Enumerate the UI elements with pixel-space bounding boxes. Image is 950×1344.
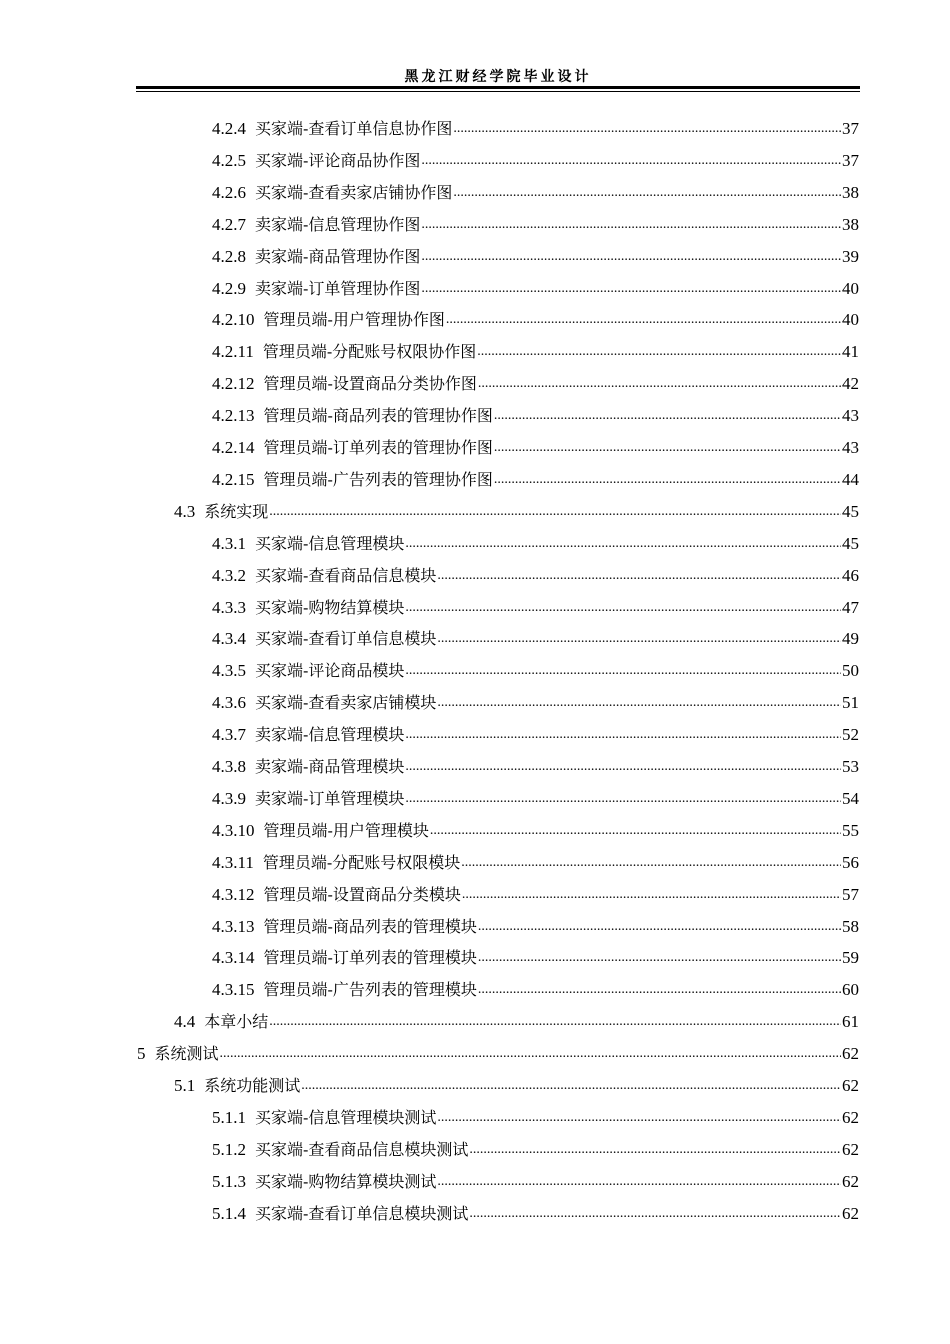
toc-entry-page-number: 44 (842, 469, 859, 489)
toc-entry[interactable] (212, 753, 859, 777)
toc-entry-dot-leader (437, 629, 841, 649)
toc-entry[interactable] (212, 562, 859, 586)
toc-entry-page-number: 38 (842, 214, 859, 234)
toc-entry-page-number: 43 (842, 406, 859, 426)
toc-entry-title: 管理员端-分配账号权限协作图 (262, 342, 477, 362)
toc-entry-title: 管理员端-设置商品分类协作图 (263, 374, 477, 394)
page-header-title: 黑龙江财经学院毕业设计 (404, 69, 592, 85)
toc-entry-number: 5.1.3 (212, 1171, 246, 1191)
toc-entry-dot-leader (453, 119, 841, 139)
toc-entry[interactable] (212, 338, 859, 362)
toc-entry-dot-leader (220, 1044, 841, 1064)
toc-entry-dot-leader (478, 917, 841, 937)
toc-entry[interactable] (212, 913, 859, 937)
toc-entry-number: 4.2.4 (212, 119, 246, 138)
toc-entry-dot-leader (421, 247, 841, 267)
toc-entry-title: 买家端-信息管理模块 (255, 533, 405, 553)
toc-entry-title: 买家端-查看订单信息协作图 (255, 119, 453, 138)
toc-entry-dot-leader (269, 1012, 841, 1032)
toc-entry-number: 4.2.15 (212, 469, 255, 489)
toc-entry-title: 买家端-查看卖家店铺模块 (255, 693, 437, 713)
toc-entry-page-number: 39 (842, 246, 859, 266)
toc-entry[interactable] (174, 1072, 859, 1096)
toc-entry[interactable] (212, 211, 859, 235)
toc-entry-number: 5 (137, 1044, 146, 1064)
toc-entry-dot-leader (469, 1140, 841, 1160)
toc-entry[interactable] (212, 944, 859, 968)
toc-entry-title: 管理员端-订单列表的管理协作图 (263, 438, 493, 457)
toc-entry-number: 5.1.2 (212, 1139, 246, 1159)
toc-entry-dot-leader (437, 1108, 841, 1128)
toc-entry-number: 4.3.13 (212, 916, 255, 936)
toc-entry-title: 卖家端-信息管理协作图 (255, 214, 421, 234)
toc-entry-number: 4.2.8 (212, 246, 246, 266)
toc-entry-page-number: 37 (842, 150, 859, 170)
toc-entry-dot-leader (405, 789, 841, 809)
toc-entry[interactable] (212, 689, 859, 713)
toc-entry[interactable] (212, 466, 859, 490)
toc-entry[interactable] (212, 625, 859, 649)
toc-entry-page-number: 45 (842, 501, 859, 521)
toc-entry-dot-leader (478, 948, 841, 968)
toc-entry[interactable] (212, 530, 859, 554)
toc-entry-title: 买家端-信息管理模块测试 (255, 1107, 437, 1127)
toc-entry-number: 5.1.1 (212, 1107, 246, 1127)
toc-entry[interactable] (212, 785, 859, 809)
toc-entry[interactable] (212, 147, 859, 171)
toc-entry-dot-leader (437, 693, 841, 713)
toc-entry-title: 买家端-查看订单信息模块 (255, 629, 437, 649)
toc-entry-number: 4.2.13 (212, 406, 255, 426)
toc-entry[interactable] (212, 1104, 859, 1128)
toc-entry-title: 买家端-评论商品模块 (255, 661, 405, 681)
toc-entry-page-number: 53 (842, 757, 859, 776)
toc-entry-page-number: 50 (842, 661, 859, 681)
toc-entry-dot-leader (453, 183, 841, 203)
toc-entry-number: 4.3.2 (212, 565, 246, 585)
toc-entry-page-number: 51 (842, 693, 859, 713)
toc-entry-title: 管理员端-商品列表的管理模块 (263, 916, 477, 936)
toc-entry-dot-leader (437, 1172, 841, 1192)
header-rule-thin (136, 91, 860, 92)
toc-entry-number: 4.2.12 (212, 374, 255, 394)
toc-entry[interactable] (212, 721, 859, 745)
toc-entry-page-number: 52 (842, 725, 859, 745)
toc-entry[interactable] (212, 976, 859, 1000)
toc-entry[interactable] (212, 1200, 859, 1224)
toc-entry-number: 4.3.5 (212, 661, 246, 681)
toc-entry-title: 系统实现 (204, 501, 269, 521)
toc-entry-number: 4.3.4 (212, 629, 246, 649)
toc-entry-number: 5.1 (174, 1076, 196, 1095)
toc-entry-title: 本章小结 (204, 1012, 269, 1032)
toc-entry-page-number: 62 (842, 1076, 859, 1095)
toc-entry-page-number: 58 (842, 916, 859, 936)
toc-entry-number: 4.2.10 (212, 310, 255, 330)
toc-entry-page-number: 40 (842, 278, 859, 298)
toc-entry-title: 管理员端-设置商品分类模块 (263, 884, 461, 904)
toc-entry-number: 4.3 (174, 501, 196, 521)
toc-entry-dot-leader (405, 598, 841, 618)
toc-entry-page-number: 61 (842, 1012, 859, 1032)
toc-entry-title: 管理员端-广告列表的管理模块 (263, 980, 477, 1000)
toc-entry-page-number: 57 (842, 884, 859, 904)
toc-entry-page-number: 55 (842, 820, 859, 840)
toc-entry-number: 4.3.10 (212, 820, 255, 840)
toc-entry[interactable] (174, 1008, 859, 1032)
toc-entry-title: 系统功能测试 (204, 1076, 301, 1095)
toc-entry-dot-leader (405, 661, 841, 681)
toc-entry-title: 买家端-购物结算模块 (255, 597, 405, 617)
toc-entry-page-number: 37 (842, 119, 859, 138)
toc-entry-dot-leader (478, 374, 841, 394)
toc-entry-dot-leader (269, 502, 841, 522)
toc-entry-dot-leader (462, 885, 841, 905)
toc-entry-page-number: 38 (842, 182, 859, 202)
toc-entry-title: 卖家端-商品管理协作图 (255, 246, 421, 266)
toc-entry-page-number: 45 (842, 533, 859, 553)
toc-entry-title: 卖家端-信息管理模块 (255, 725, 405, 745)
toc-entry-dot-leader (405, 534, 841, 554)
toc-entry-title: 买家端-查看订单信息模块测试 (255, 1203, 469, 1223)
toc-entry-page-number: 62 (842, 1107, 859, 1127)
toc-entry-dot-leader (430, 821, 841, 841)
toc-entry[interactable] (212, 817, 859, 841)
toc-entry-number: 4.2.9 (212, 278, 246, 298)
toc-entry-dot-leader (437, 566, 841, 586)
toc-entry-title: 卖家端-商品管理模块 (255, 757, 405, 776)
toc-entry-page-number: 56 (842, 852, 859, 872)
toc-entry[interactable] (137, 1040, 859, 1064)
toc-entry-dot-leader (477, 342, 841, 362)
toc-entry-number: 4.3.9 (212, 788, 246, 808)
toc-entry-dot-leader (301, 1076, 841, 1096)
toc-entry-title: 管理员端-用户管理模块 (263, 820, 429, 840)
toc-entry[interactable] (212, 402, 859, 426)
toc-entry-number: 4.2.6 (212, 182, 246, 202)
toc-entry-number: 4.3.12 (212, 884, 255, 904)
toc-entry[interactable] (212, 1136, 859, 1160)
toc-entry[interactable] (212, 306, 859, 330)
toc-entry-number: 4.4 (174, 1012, 196, 1032)
header-rule-thick (136, 86, 860, 89)
toc-entry-page-number: 46 (842, 565, 859, 585)
toc-entry-number: 4.3.15 (212, 980, 255, 1000)
toc-entry[interactable] (212, 179, 859, 203)
toc-entry-page-number: 62 (842, 1171, 859, 1191)
toc-entry-page-number: 59 (842, 948, 859, 968)
toc-entry-number: 4.2.11 (212, 342, 254, 362)
toc-entry-page-number: 42 (842, 374, 859, 394)
toc-entry-title: 卖家端-订单管理模块 (255, 788, 405, 808)
toc-entry-dot-leader (469, 1204, 841, 1224)
toc-entry-page-number: 60 (842, 980, 859, 1000)
toc-entry-number: 4.2.7 (212, 214, 246, 234)
toc-entry[interactable] (212, 881, 859, 905)
toc-entry-number: 4.3.1 (212, 533, 246, 553)
toc-entry-title: 管理员端-用户管理协作图 (263, 310, 445, 330)
toc-entry[interactable] (212, 657, 859, 681)
toc-entry-number: 4.3.6 (212, 693, 246, 713)
toc-entry-dot-leader (421, 279, 841, 299)
toc-entry-dot-leader (478, 980, 841, 1000)
toc-entry-dot-leader (494, 438, 841, 458)
toc-entry-number: 4.2.5 (212, 150, 246, 170)
toc-entry[interactable] (212, 849, 859, 873)
toc-entry[interactable] (212, 243, 859, 267)
toc-entry-number: 5.1.4 (212, 1203, 246, 1223)
toc-entry-title: 管理员端-商品列表的管理协作图 (263, 406, 493, 426)
toc-entry-dot-leader (494, 470, 841, 490)
toc-entry[interactable] (212, 275, 859, 299)
toc-entry-page-number: 62 (842, 1139, 859, 1159)
toc-entry-title: 系统测试 (154, 1044, 219, 1064)
toc-entry-title: 买家端-查看商品信息模块 (255, 565, 437, 585)
toc-entry-title: 买家端-评论商品协作图 (255, 150, 421, 170)
toc-entry-title: 买家端-查看商品信息模块测试 (255, 1139, 469, 1159)
toc-entry[interactable] (212, 115, 859, 139)
toc-entry-number: 4.3.8 (212, 757, 246, 776)
toc-entry-dot-leader (421, 151, 841, 171)
toc-entry[interactable] (212, 370, 859, 394)
toc-entry-number: 4.3.11 (212, 852, 254, 872)
toc-entry-page-number: 62 (842, 1044, 859, 1064)
toc-entry-page-number: 49 (842, 629, 859, 649)
toc-entry-page-number: 62 (842, 1203, 859, 1223)
toc-entry-number: 4.3.3 (212, 597, 246, 617)
toc-entry[interactable] (174, 498, 859, 522)
toc-entry-dot-leader (446, 310, 841, 330)
toc-entry-page-number: 47 (842, 597, 859, 617)
toc-entry-page-number: 54 (842, 788, 859, 808)
toc-entry-number: 4.3.7 (212, 725, 246, 745)
toc-entry-dot-leader (461, 853, 841, 873)
toc-entry-dot-leader (494, 406, 841, 426)
toc-entry-dot-leader (405, 725, 841, 745)
toc-entry-number: 4.3.14 (212, 948, 255, 968)
toc-entry-number: 4.2.14 (212, 438, 255, 457)
toc-entry-page-number: 40 (842, 310, 859, 330)
toc-entry-title: 卖家端-订单管理协作图 (255, 278, 421, 298)
toc-entry-title: 管理员端-广告列表的管理协作图 (263, 469, 493, 489)
toc-entry-page-number: 43 (842, 438, 859, 457)
toc-entry-dot-leader (421, 215, 841, 235)
toc-entry-dot-leader (405, 757, 841, 777)
toc-entry[interactable] (212, 434, 859, 458)
toc-entry[interactable] (212, 1168, 859, 1192)
toc-entry-title: 管理员端-分配账号权限模块 (262, 852, 461, 872)
toc-entry-page-number: 41 (842, 342, 859, 362)
toc-entry-title: 买家端-查看卖家店铺协作图 (255, 182, 453, 202)
toc-entry-title: 管理员端-订单列表的管理模块 (263, 948, 477, 968)
toc-entry-title: 买家端-购物结算模块测试 (255, 1171, 437, 1191)
toc-entry[interactable] (212, 594, 859, 618)
